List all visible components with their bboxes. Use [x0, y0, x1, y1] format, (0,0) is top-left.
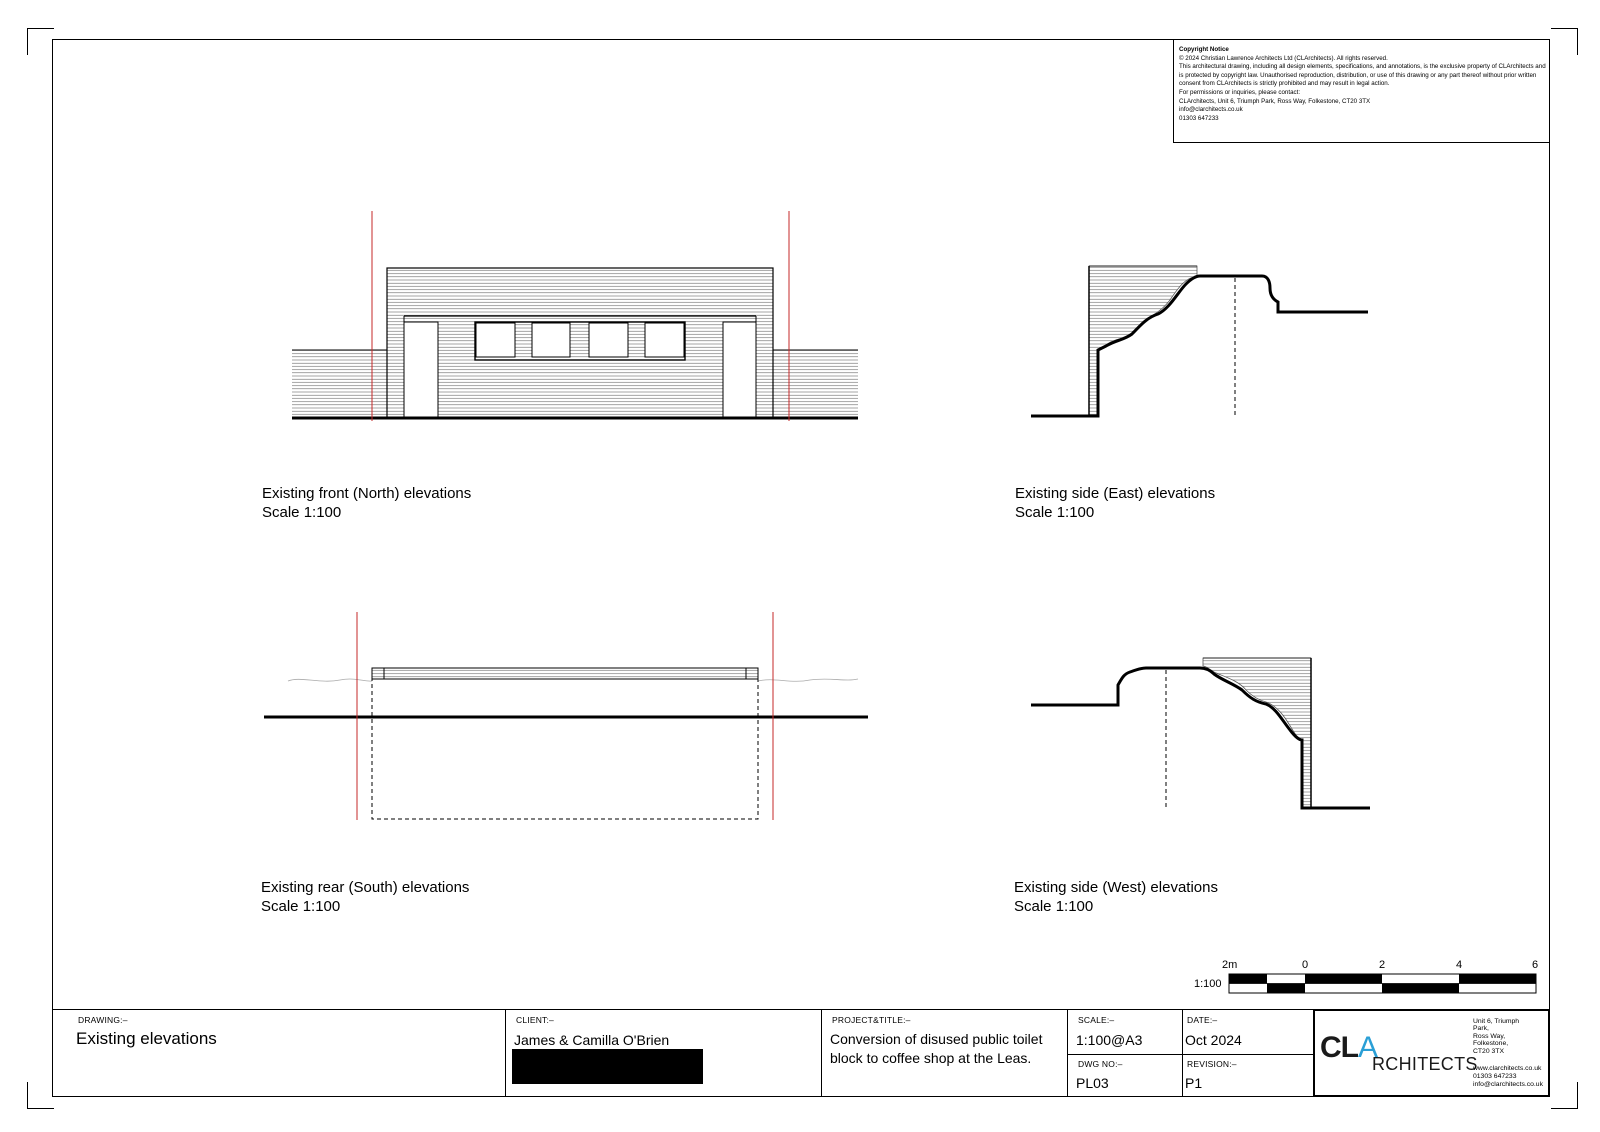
scale-tick-label: 2: [1379, 959, 1386, 971]
scale-bar: [1229, 974, 1536, 993]
north-building-body: [387, 268, 773, 418]
address-line: Park,: [1473, 1025, 1489, 1033]
scale-cell: [1067, 1010, 1182, 1097]
north-elevation-title: Existing front (North) elevations: [262, 485, 472, 502]
north-right-wall-hatch: [773, 350, 858, 418]
date-value: Oct 2024: [1185, 1032, 1242, 1048]
website-link[interactable]: www.clarchitects.co.uk: [1473, 1065, 1542, 1072]
south-roof-edge: [372, 668, 758, 679]
copyright-email: info@clarchitects.co.uk: [1179, 106, 1243, 114]
copyright-phone: 01303 647233: [1179, 114, 1219, 122]
revision-label: REVISION:–: [1187, 1059, 1237, 1069]
address-line: Folkestone,: [1473, 1040, 1509, 1048]
north-door-left: [404, 322, 438, 418]
revision-value: P1: [1185, 1075, 1203, 1091]
south-elevation-title: Existing rear (South) elevations: [261, 879, 470, 896]
date-cell: [1182, 1010, 1313, 1097]
north-window-pane: [645, 323, 684, 357]
address-line: Ross Way,: [1473, 1032, 1506, 1040]
west-elevation: [1031, 658, 1370, 808]
drawing-label: DRAWING:–: [78, 1015, 128, 1025]
copyright-address: CLArchitects, Unit 6, Triumph Park, Ross Way, Folkestone, CT20 3TX: [1179, 97, 1371, 105]
client-label: CLIENT:–: [516, 1015, 554, 1025]
copyright-contact-intro: For permissions or inquiries, please contact:: [1179, 88, 1301, 96]
project-cell: [821, 1010, 1067, 1097]
north-window-pane: [476, 323, 515, 357]
logo-contact: [1473, 1065, 1543, 1088]
practice-logo-block: [1313, 1009, 1550, 1097]
drawing-title: Existing elevations: [76, 1029, 217, 1048]
logo-cl-text: CL: [1320, 1031, 1358, 1064]
north-left-wall-hatch: [292, 350, 387, 418]
east-elevation: [1031, 266, 1368, 416]
west-retaining-wall-hatch: [1203, 658, 1311, 808]
copyright-paragraph: This architectural drawing, including all design elements, specifications, and annotations, is the exclusive property of CLArchitects and is protected by copyright law. Unauthorised reproduction, distribution, or use of this drawing or any part thereof without prior written consent from CLArchitects is strictly prohibited and may result in legal action.: [1179, 63, 1546, 88]
scale-ratio-label: 1:100: [1194, 978, 1222, 990]
scale-value: 1:100@A3: [1076, 1032, 1143, 1048]
south-elevation: [264, 612, 868, 820]
phone-number: 01303 647233: [1473, 1072, 1517, 1080]
copyright-line: © 2024 Christian Lawrence Architects Ltd (CLArchitects). All rights reserved.: [1179, 54, 1388, 62]
copyright-title: Copyright Notice: [1179, 46, 1229, 53]
logo-address: [1473, 1018, 1553, 1055]
dwg-no-value: PL03: [1076, 1075, 1109, 1091]
scale-tick-label: 2m: [1222, 959, 1238, 971]
north-window-pane: [589, 323, 628, 357]
south-elevation-label: [261, 878, 469, 916]
logo-rchitects-text: RCHITECTS: [1372, 1054, 1478, 1074]
east-ground-profile: [1031, 276, 1368, 416]
north-elevation: [292, 211, 858, 421]
address-line: CT20 3TX: [1473, 1047, 1504, 1055]
dwg-no-label: DWG NO:–: [1078, 1059, 1123, 1069]
client-name: James & Camilla O'Brien: [514, 1032, 670, 1048]
company-logo: [1320, 1031, 1377, 1065]
north-door-right: [723, 322, 756, 418]
scale-tick-label: 0: [1302, 959, 1309, 971]
address-line: Unit 6, Triumph: [1473, 1018, 1520, 1025]
west-elevation-scale: Scale 1:100: [1014, 898, 1094, 915]
east-elevation-title: Existing side (East) elevations: [1015, 485, 1216, 502]
scale-tick-label: 6: [1532, 959, 1539, 971]
south-elevation-scale: Scale 1:100: [261, 898, 341, 915]
logo-a-text: A: [1358, 1031, 1378, 1064]
email-link[interactable]: info@clarchitects.co.uk: [1473, 1080, 1543, 1088]
north-elevation-scale: Scale 1:100: [262, 504, 342, 521]
redacted-block: [512, 1049, 703, 1084]
date-label: DATE:–: [1187, 1015, 1218, 1025]
north-elevation-label: [262, 484, 471, 522]
north-window-pane: [532, 323, 570, 357]
west-elevation-label: [1014, 878, 1218, 916]
project-title-line2: block to coffee shop at the Leas.: [830, 1050, 1032, 1066]
east-elevation-scale: Scale 1:100: [1015, 504, 1095, 521]
scale-tick-label: 4: [1456, 959, 1463, 971]
east-elevation-label: [1015, 484, 1215, 522]
scale-label: SCALE:–: [1078, 1015, 1115, 1025]
south-hidden-building: [372, 679, 758, 819]
west-ground-profile: [1031, 668, 1370, 808]
west-elevation-title: Existing side (West) elevations: [1014, 879, 1218, 896]
project-title-line1: Conversion of disused public toilet: [830, 1031, 1043, 1047]
project-label: PROJECT&TITLE:–: [832, 1015, 911, 1025]
